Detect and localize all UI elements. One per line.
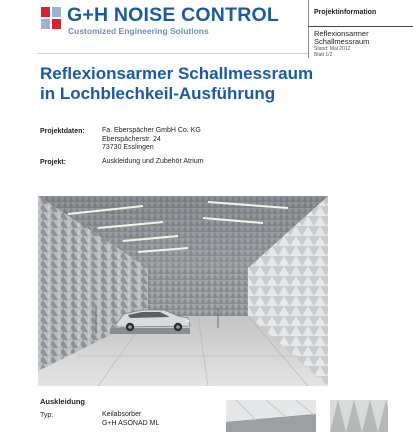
projektdaten-label: Projektdaten: [40,128,85,135]
page-title-line1: Reflexionsarmer Schallmessraum [40,64,314,83]
side-panel-rule [308,26,413,27]
header-side-panel [308,0,413,58]
wedge-closeup-photo [330,400,388,432]
projektdaten-company: Fa. Eberspächer GmbH Co. KG [102,127,201,134]
typ-value-line1: Keilabsorber [102,411,142,418]
page-title [40,64,313,104]
side-doc-title-line1: Reflexionsarmer [314,29,369,38]
projekt-value-text: Auskleidung und Zubehör Atrium [102,158,204,165]
brand-tagline: Customized Engineering Solutions [68,26,209,36]
page-indicator: Blatt 1/2 [314,52,333,58]
wedge-detail-photo [226,400,316,432]
stand-date: Stand: Mai 2012 [314,46,351,52]
brand-name: G+H NOISE CONTROL [67,4,279,26]
side-doc-title [314,30,369,46]
typ-label: Typ: [40,412,54,419]
section-label: Projektinformation [314,9,377,16]
anechoic-chamber-photo [38,196,328,386]
projekt-value [102,158,204,167]
projektdaten-street: Eberspächerstr. 24 [102,135,161,143]
side-meta [314,46,350,58]
company-logo-icon [41,7,61,29]
projekt-label: Projekt: [40,159,67,166]
typ-value-line2: G+H ASONAD ML [102,419,160,427]
auskleidung-heading: Auskleidung [40,397,86,406]
projektdaten-value [102,127,201,153]
side-doc-title-line2: Schallmessraum [314,37,370,46]
projektdaten-city: 73730 Esslingen [102,144,154,151]
typ-value [102,411,159,428]
header-rule [37,53,308,54]
page-title-line2: in Lochblechkeil-Ausführung [40,84,276,103]
